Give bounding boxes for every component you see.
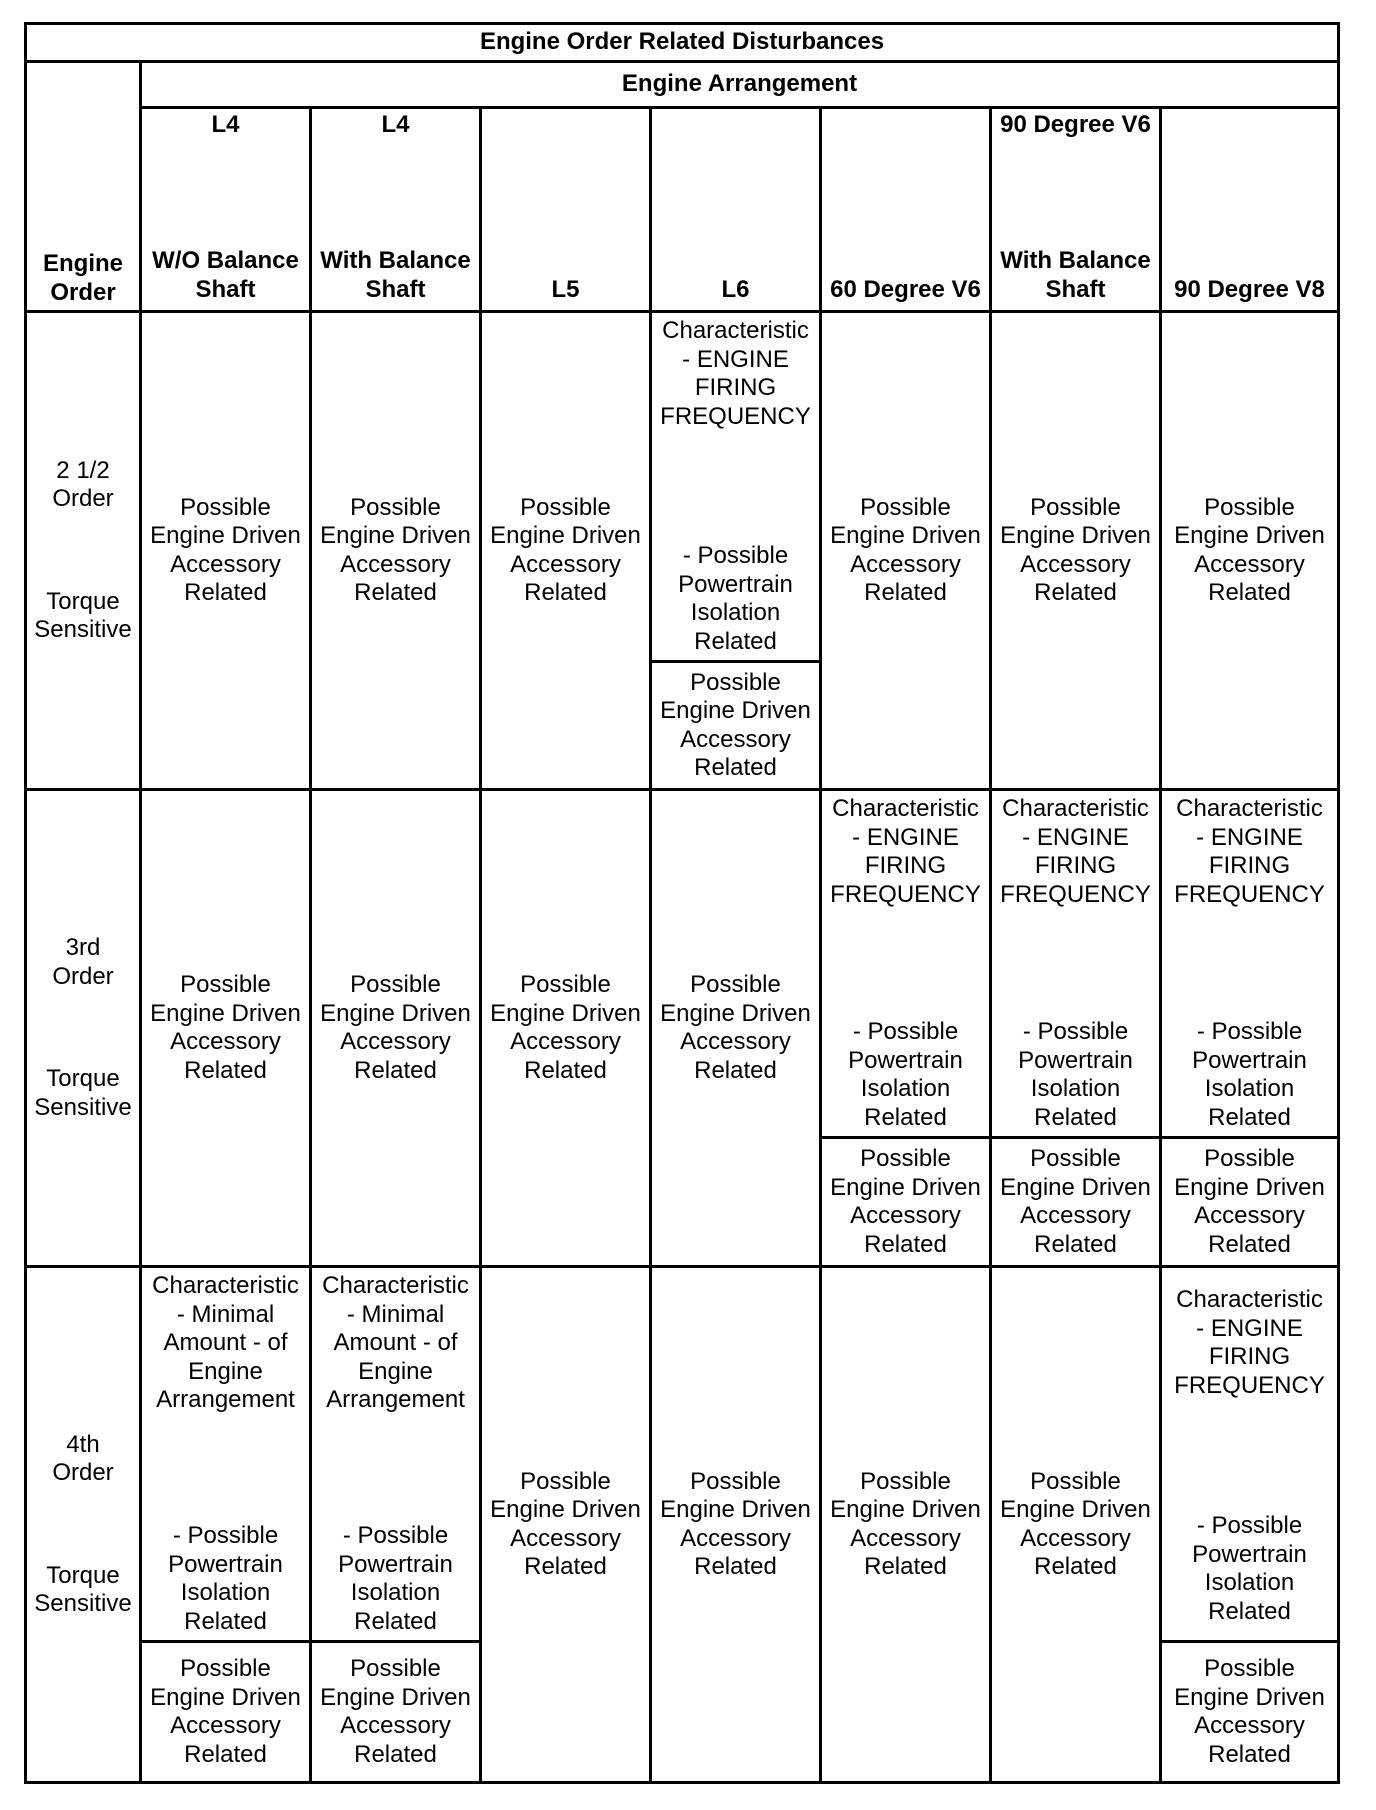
characteristic-text: Characteristic - ENGINE FIRING FREQUENCY: [1174, 795, 1325, 908]
col-bottom-4: L6: [721, 275, 750, 303]
col-bottom-6: With Balance Shaft: [1000, 247, 1151, 303]
col-bottom-5: 60 Degree V6: [830, 275, 981, 303]
cell-r3-l4wo-lower: Possible Engine Driven Accessory Related: [150, 1655, 301, 1768]
cell-r2-l4wo: Possible Engine Driven Accessory Related: [320, 971, 471, 1084]
isolation-text: - Possible Powertrain Isolation Related: [1018, 1018, 1133, 1131]
cell-r1-l4wo-col: Possible Engine Driven Accessory Related: [150, 493, 301, 606]
cell-r2-l6-upper: [822, 791, 989, 1136]
cell-r2-60v6-lower: Possible Engine Driven Accessory Related: [1000, 1145, 1151, 1258]
col-bottom-7: 90 Degree V8: [1174, 275, 1325, 303]
row-header-3rd-order: [27, 791, 139, 1265]
isolation-text: - Possible Powertrain Isolation Related: [1192, 1512, 1307, 1625]
engine-arrangement-header: Engine Arrangement: [621, 70, 858, 98]
isolation-text: - Possible Powertrain Isolation Related: [1192, 1018, 1307, 1131]
column-header-60v6: [822, 109, 989, 310]
row-header-4th-order: [27, 1268, 139, 1781]
characteristic-text: Characteristic - Minimal Amount - of Engine Arrangement: [152, 1272, 299, 1413]
col-top-2: L4: [381, 111, 410, 138]
cell-r3-l6: Possible Engine Driven Accessory Related: [660, 1467, 811, 1580]
cell-r2-90v6-lower: Possible Engine Driven Accessory Related: [1174, 1145, 1325, 1258]
isolation-text: - Possible Powertrain Isolation Related: [678, 542, 793, 655]
column-header-l6: [652, 109, 819, 310]
col-bottom-2: With Balance Shaft: [320, 247, 471, 303]
cell-r1-l4with: Possible Engine Driven Accessory Related: [490, 493, 641, 606]
row-order-label: 4th Order: [52, 1430, 114, 1486]
table-title: Engine Order Related Disturbances: [479, 28, 885, 56]
col-bottom-1: W/O Balance Shaft: [152, 247, 299, 303]
characteristic-text: Characteristic - ENGINE FIRING FREQUENCY: [1174, 1286, 1325, 1399]
isolation-text: - Possible Powertrain Isolation Related: [168, 1522, 283, 1635]
column-header-90v8: [1162, 109, 1337, 310]
cell-r3-l5: Possible Engine Driven Accessory Related: [490, 1467, 641, 1580]
cell-r3-90v8-lower: Possible Engine Driven Accessory Related: [1174, 1655, 1325, 1768]
isolation-text: - Possible Powertrain Isolation Related: [848, 1018, 963, 1131]
cell-r2-90v6-upper: [1162, 791, 1337, 1136]
row-sensitivity-label: Torque Sensitive: [34, 1561, 132, 1617]
cell-r1-l4wo: Possible Engine Driven Accessory Related: [320, 493, 471, 606]
characteristic-text: Characteristic - Minimal Amount - of Engine Arrangement: [322, 1272, 469, 1413]
row-order-label: 3rd Order: [52, 934, 114, 990]
cell-r1-l5-lower: Possible Engine Driven Accessory Related: [660, 668, 811, 781]
cell-r2-l4wo-col: Possible Engine Driven Accessory Related: [150, 971, 301, 1084]
cell-r1-60v6: Possible Engine Driven Accessory Related: [1000, 493, 1151, 606]
cell-r2-l6-lower: Possible Engine Driven Accessory Related: [830, 1145, 981, 1258]
column-header-l5: [482, 109, 649, 310]
cell-r3-l4with-lower: Possible Engine Driven Accessory Related: [320, 1655, 471, 1768]
cell-r2-60v6-upper: [992, 791, 1159, 1136]
col-top-1: L4: [211, 111, 240, 138]
cell-r2-l4with: Possible Engine Driven Accessory Related: [490, 971, 641, 1084]
characteristic-text: Characteristic - ENGINE FIRING FREQUENCY: [830, 795, 981, 908]
column-header-l4-wo: [142, 109, 309, 310]
cell-r1-l6: Possible Engine Driven Accessory Related: [830, 493, 981, 606]
cell-r3-60v6: Possible Engine Driven Accessory Related: [830, 1467, 981, 1580]
cell-r1-90v6: Possible Engine Driven Accessory Related: [1174, 493, 1325, 606]
column-header-90v6: [992, 109, 1159, 310]
engine-order-header: Engine Order: [42, 250, 123, 306]
row-sensitivity-label: Torque Sensitive: [34, 1065, 132, 1121]
row-sensitivity-label: Torque Sensitive: [34, 587, 132, 643]
row-order-label: 2 1/2 Order: [52, 456, 114, 512]
characteristic-text: Characteristic - ENGINE FIRING FREQUENCY: [1000, 795, 1151, 908]
cell-r1-l5-upper: [652, 313, 819, 660]
col-bottom-3: L5: [551, 275, 580, 303]
cell-r3-90v6: Possible Engine Driven Accessory Related: [1000, 1467, 1151, 1580]
column-header-l4-with: [312, 109, 479, 310]
cell-r2-l5: Possible Engine Driven Accessory Related: [660, 971, 811, 1084]
row-header-2-5-order: [27, 313, 139, 788]
isolation-text: - Possible Powertrain Isolation Related: [338, 1522, 453, 1635]
cell-r3-90v8-upper: [1162, 1268, 1337, 1640]
cell-r3-l4with-upper: [312, 1268, 479, 1640]
col-top-6: 90 Degree V6: [1000, 111, 1151, 138]
characteristic-text: Characteristic - ENGINE FIRING FREQUENCY: [660, 317, 811, 430]
cell-r3-l4wo-upper: [142, 1268, 309, 1640]
